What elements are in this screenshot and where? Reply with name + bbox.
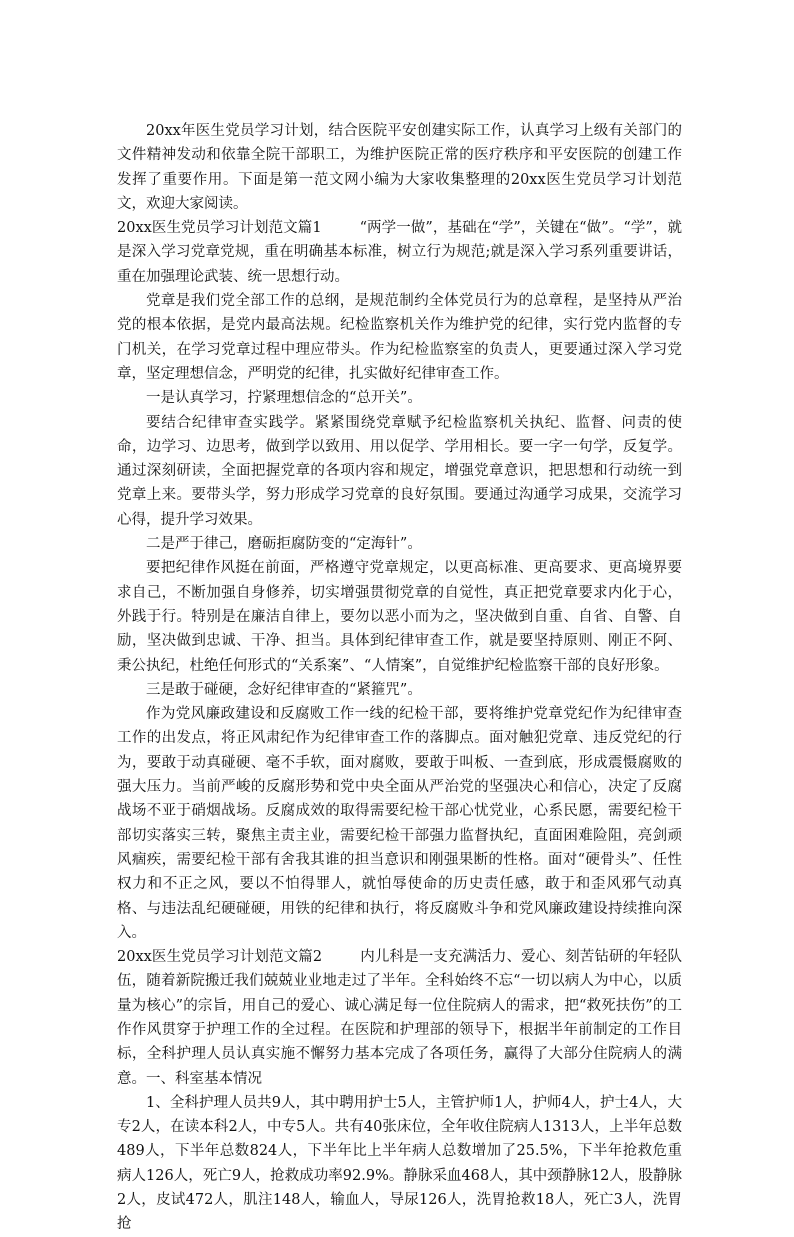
point-heading-2: 二是严于律己，磨砺拒腐防变的“定海针”。 [146,536,422,553]
body-paragraph: 作为党风廉政建设和反腐败工作一线的纪检干部，要将维护党章党纪作为纪律审查工作的出发点，将正风肃纪作为纪律审查工作的落脚点。面对触犯党章、违反党纪的行为，要敢于动真碰硬、毫不手软，面对腐败，要敢于叫板、一查到底，形成震慑腐败的强大压力。当前严峻的反腐形势和党中央全面从严治党的坚强决心和信心，决定了反腐战场不亚于硝烟战场。反腐成效的取得需要纪检干部心忧党业，心系民愿，需要纪检干部切实落实三转，聚焦主责主业，需要纪检干部强力监督执纪，直面困难险阻，亮剑顽风痼疾，需要纪检干部有舍我其谁的担当意识和刚强果断的性格。面对“硬骨头”、任性权力和不正之风，要以不怕得罪人，就怕辱使命的历史责任感，敢于和歪风邪气动真格、与违法乱纪硬碰硬，用铁的纪律和执行，将反腐败斗争和党风廉政建设持续推向深入。 [117,706,682,941]
document-body [117,119,682,1237]
section-heading-1: 20xx医生党员学习计划范文篇1 [117,220,322,237]
section-1-paragraph [117,216,682,289]
section-2-paragraph [117,945,682,1091]
intro-paragraph: 20xx年医生党员学习计划，结合医院平安创建实际工作，认真学习上级有关部门的文件精神发动和依靠全院干部职工，为维护医院正常的医疗秩序和平安医院的创建工作发挥了重要作用。下面是第一范文网小编为大家收集整理的20xx医生党员学习计划范文，欢迎大家阅读。 [117,123,682,212]
section-heading-2: 20xx医生党员学习计划范文篇2 [117,949,323,966]
section-1-body: “两学一做”，基础在“学”，关键在“做”。“学”，就是深入学习党章党规，重在明确基本标准，树立行为规范;就是深入学习系列重要讲话，重在加强理论武装、统一思想行动。 [117,220,682,285]
body-paragraph: 要把纪律作风挺在前面，严格遵守党章规定，以更高标准、更高要求、更高境界要求自己，不断加强自身修养，切实增强贯彻党章的自觉性，真正把党章要求内化于心，外践于行。特别是在廉洁自律上，要勿以恶小而为之，坚决做到自重、自省、自警、自励，坚决做到忠诚、干净、担当。具体到纪律审查工作，就是要坚持原则、刚正不阿、秉公执纪，杜绝任何形式的“关系案”、“人情案”，自觉维护纪检监察干部的良好形象。 [117,560,682,674]
body-paragraph: 党章是我们党全部工作的总纲，是规范制约全体党员行为的总章程，是坚持从严治党的根本依据，是党内最高法规。纪检监察机关作为维护党的纪律，实行党内监督的专门机关，在学习党章过程中理应带头。作为纪检监察室的负责人，更要通过深入学习党章，坚定理想信念，严明党的纪律，扎实做好纪律审查工作。 [117,293,682,382]
point-heading-1: 一是认真学习，拧紧理想信念的“总开关”。 [146,390,422,407]
point-heading-3: 三是敢于碰硬，念好纪律审查的“紧箍咒”。 [146,681,422,698]
body-paragraph: 1、全科护理人员共9人，其中聘用护士5人，主管护师1人，护师4人，护士4人，大专2人，在读本科2人，中专5人。共有40张床位，全年收住院病人1313人，上半年总数489人，下半年总数824人，下半年比上半年病人总数增加了25.5%，下半年抢救危重病人126人，死亡9人，抢救成功率92.9%。静脉采血468人，其中颈静脉12人，股静脉2人，皮试472人，肌注148人，输血人，导尿126人，洗胃抢救18人，死亡3人，洗胃抢 [117,1094,682,1233]
section-2-body: 内儿科是一支充满活力、爱心、刻苦钻研的年轻队伍，随着新院搬迁我们兢兢业业地走过了半年。全科始终不忘“一切以病人为中心，以质量为核心”的宗旨，用自己的爱心、诚心满足每一位住院病人的需求，把“救死扶伤”的工作作风贯穿于护理工作的全过程。在医院和护理部的领导下，根据半年前制定的工作目标，全科护理人员认真实施不懈努力基本完成了各项任务，赢得了大部分住院病人的满意。一、科室基本情况 [117,949,682,1087]
body-paragraph: 要结合纪律审查实践学。紧紧围绕党章赋予纪检监察机关执纪、监督、问责的使命，边学习、边思考，做到学以致用、用以促学、学用相长。要一字一句学，反复学。通过深刻研读，全面把握党章的各项内容和规定，增强党章意识，把思想和行动统一到党章上来。要带头学，努力形成学习党章的良好氛围。要通过沟通学习成果，交流学习心得，提升学习效果。 [117,414,682,528]
